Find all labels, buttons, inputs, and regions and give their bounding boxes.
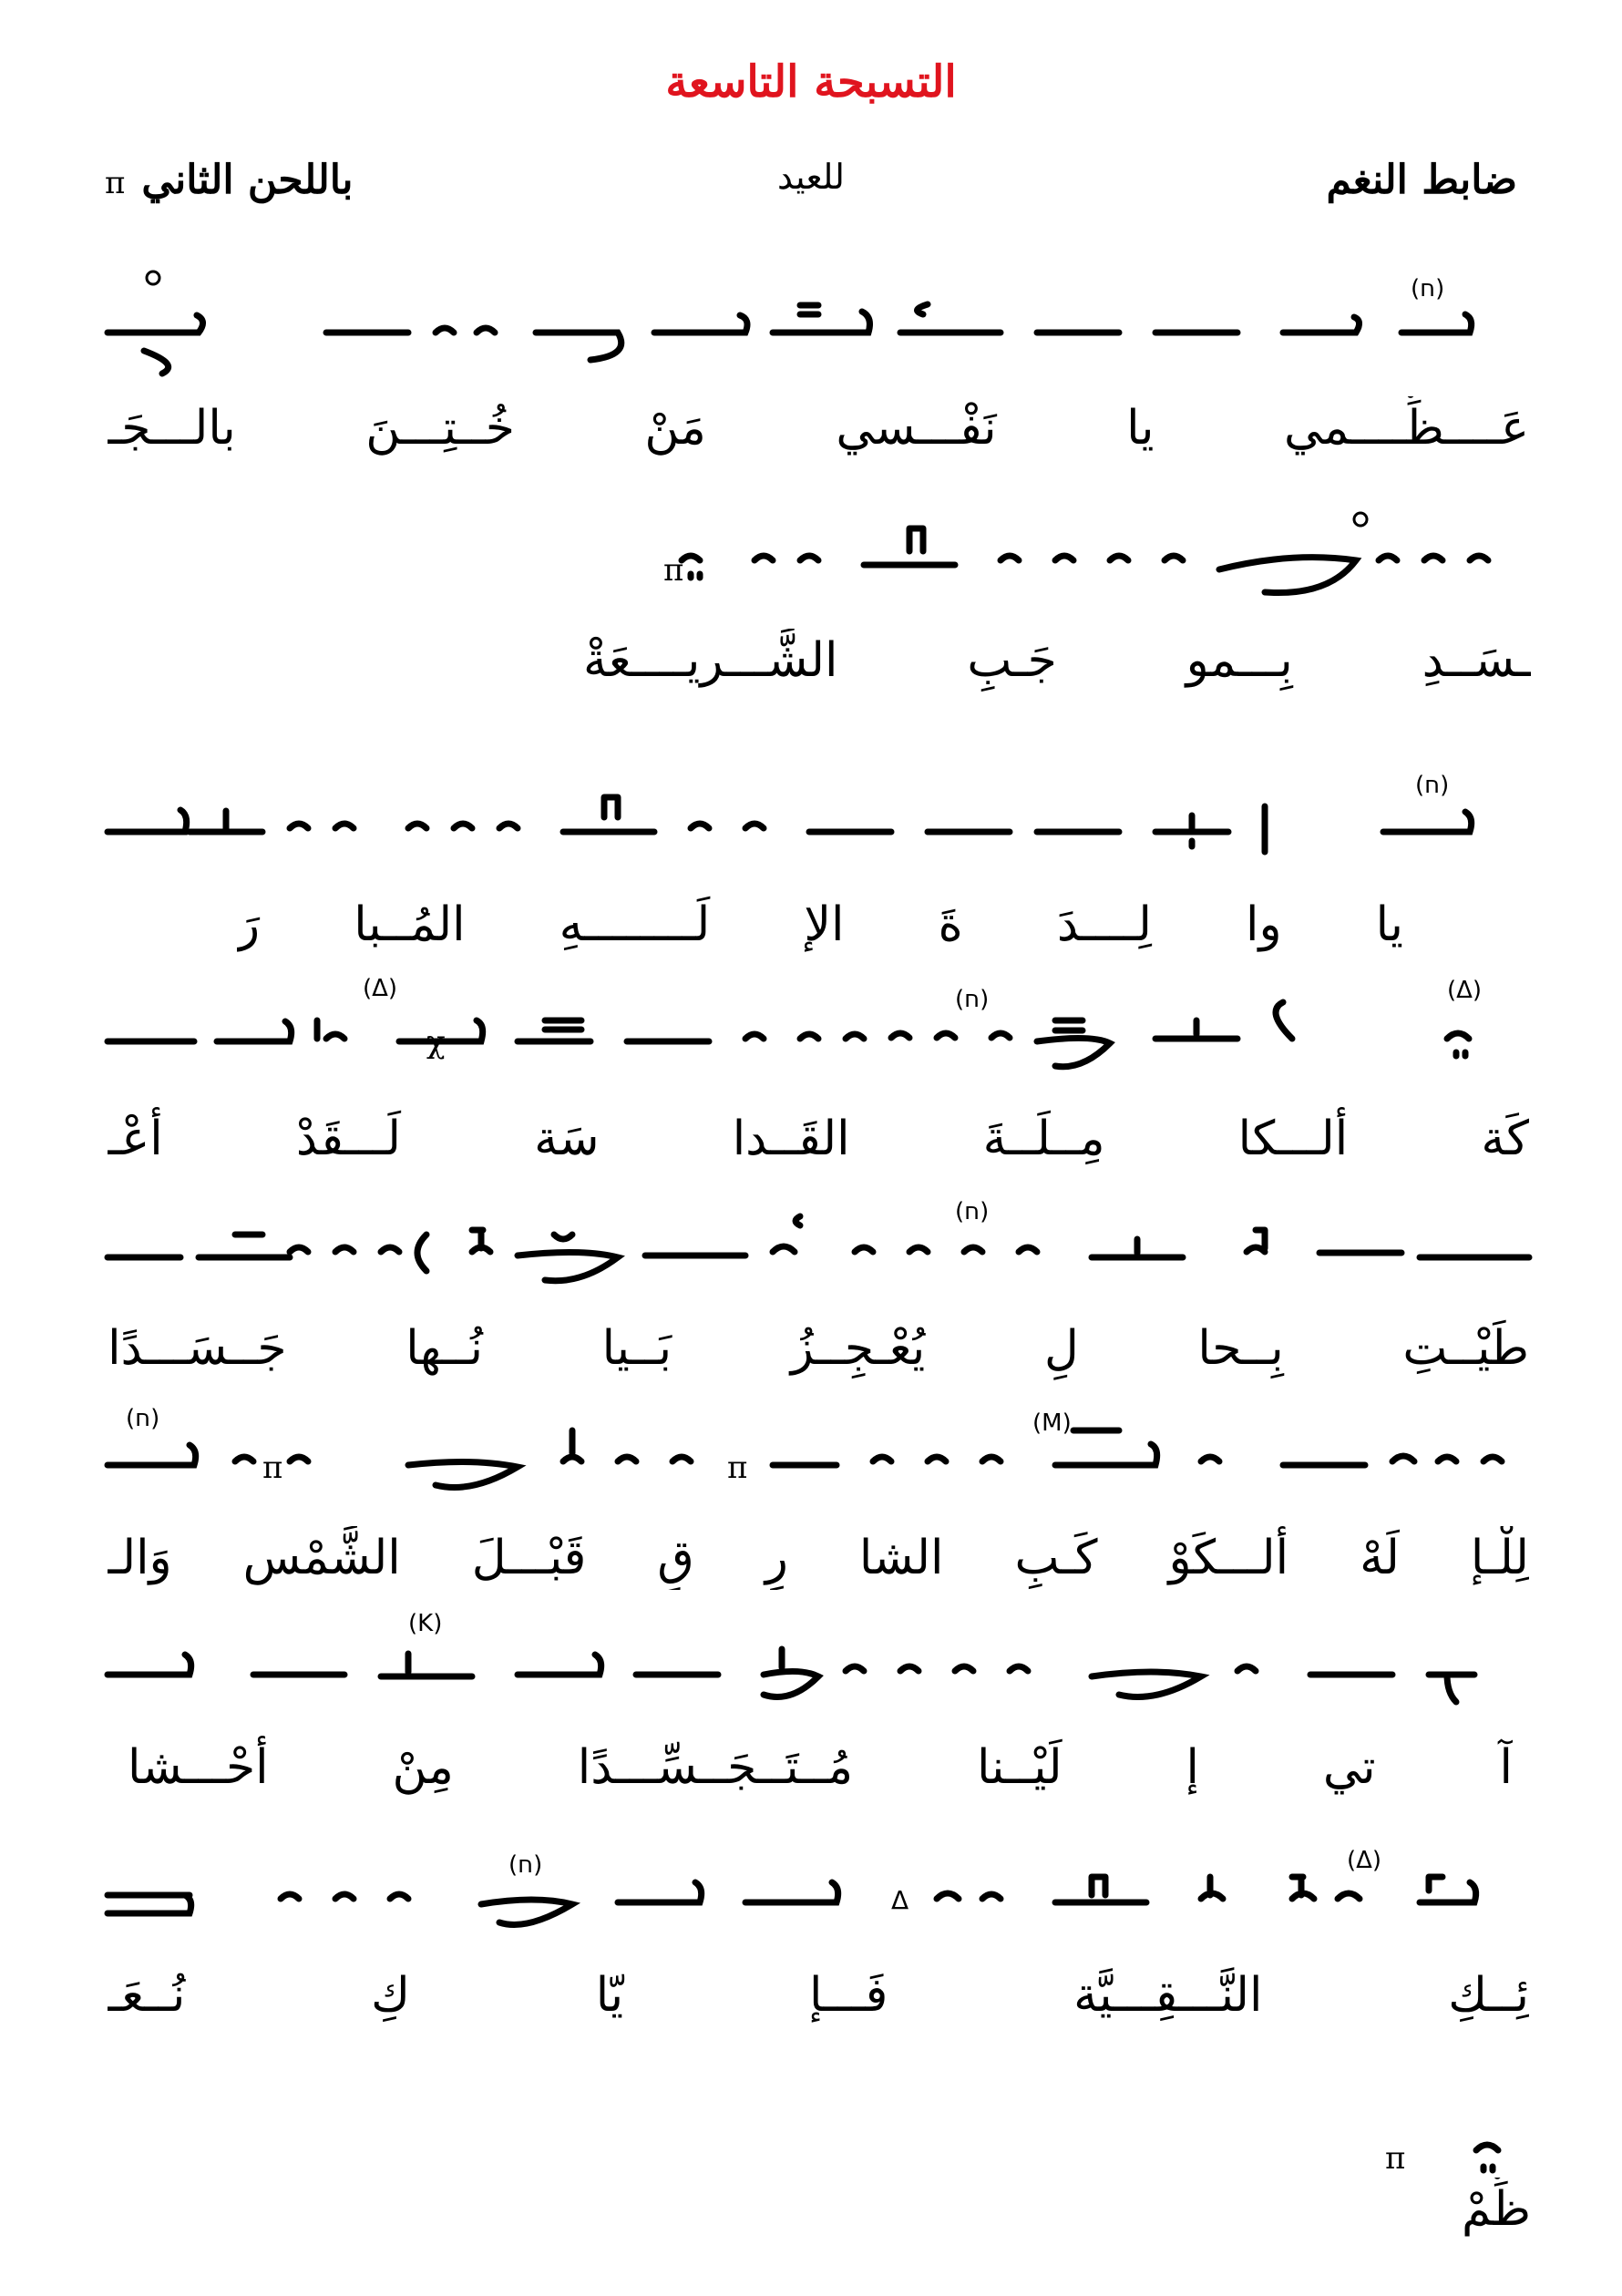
lyric-line-1: [108, 396, 1529, 460]
lyric-syllable: أَلـــكَوْ: [1168, 1531, 1289, 1585]
lyric-syllable: القَــدا: [732, 1112, 850, 1166]
neume-row-3: [108, 761, 1529, 879]
lyric-syllable: النَّـــقِـــيَّة: [1073, 1968, 1263, 2023]
lyric-syllable: يُعْـجِــزُ: [790, 1321, 926, 1376]
lyric-line-4: [108, 1107, 1529, 1171]
header-occasion: للعيد: [777, 157, 845, 197]
modifier-delta-icon: (Δ): [1447, 977, 1483, 1004]
modifier-k-icon: (K): [408, 1610, 443, 1637]
lyric-syllable: جَـبِ: [967, 633, 1057, 688]
neume-row-4: [108, 970, 1529, 1089]
header-tone-name: [105, 157, 353, 203]
svg-text:(ח): (ח): [508, 1851, 543, 1879]
lyric-syllable: نُــعَـ: [108, 1968, 186, 2023]
lyric-syllable: قِ: [657, 1531, 694, 1585]
svg-text:π: π: [1385, 2140, 1406, 2177]
lyric-syllable: وَالـ: [108, 1531, 172, 1585]
lyric-syllable: عَــــظِّــــمي: [1284, 401, 1529, 456]
lyric-syllable: سَة: [534, 1112, 600, 1166]
lyric-syllable: الشَّمْس: [242, 1531, 401, 1585]
lyric-line-6: [108, 1526, 1529, 1590]
lyric-syllable: بَــيا: [601, 1321, 672, 1376]
lyric-syllable: بِـــمو: [1186, 633, 1293, 688]
lyric-syllable: أَلـــكا: [1237, 1112, 1349, 1166]
lyric-syllable: أَعْـ: [108, 1112, 163, 1166]
lyric-syllable: رَ: [237, 897, 261, 952]
neume-row-1: [108, 264, 1529, 383]
special-symbol-icon: χ: [426, 1024, 446, 1061]
header-tone-label: باللحن الثاني: [141, 157, 354, 203]
header-tone-regulator: ضابط النغم: [1326, 157, 1517, 203]
lyric-syllable: خُــتِـــنَ: [365, 401, 515, 456]
lyric-syllable: يّا: [595, 1968, 624, 2023]
lyric-syllable: الإ: [804, 897, 845, 952]
neume-row-2: [108, 497, 1529, 615]
svg-text:π: π: [727, 1450, 748, 1486]
lyric-syllable: يا: [1126, 401, 1155, 456]
svg-text:(ח): (ח): [126, 1405, 160, 1432]
lyric-syllable: ظِّمْ: [1462, 2182, 1531, 2237]
lyric-syllable: مُــتَــجَــسِّـــدًا: [577, 1740, 854, 1795]
neume-row-7: [108, 1604, 1529, 1722]
svg-text:(ח): (ח): [955, 1198, 990, 1225]
svg-text:Δ: Δ: [891, 1885, 909, 1915]
neume-row-6: [108, 1394, 1529, 1512]
lyric-line-2: [583, 629, 1531, 692]
lyric-line-9: [1349, 2178, 1531, 2241]
lyric-syllable: بالـــجَـ: [108, 401, 236, 456]
modifier-m-icon: (M): [1032, 1409, 1072, 1437]
svg-text:π: π: [262, 1450, 283, 1486]
lyric-syllable: وا: [1246, 897, 1282, 952]
lyric-syllable: كِ: [371, 1968, 410, 2023]
svg-text:(Δ): (Δ): [1347, 1847, 1382, 1874]
lyric-syllable: قَبْـــلَ: [471, 1531, 587, 1585]
lyric-syllable: جَــسَـــدًا: [108, 1321, 287, 1376]
modifier-het-icon: (ח): [1411, 275, 1445, 302]
lyric-syllable: مِــلَــةَ: [982, 1112, 1105, 1166]
lyric-syllable: إ: [1186, 1740, 1199, 1795]
lyric-syllable: أَحْـــشا: [128, 1740, 269, 1795]
lyric-syllable: لِــــدَ: [1056, 897, 1152, 952]
svg-text:(ח): (ח): [955, 986, 990, 1013]
lyric-syllable: يا: [1375, 897, 1403, 952]
lyric-line-5: [108, 1317, 1529, 1380]
lyric-syllable: مِنْ: [392, 1740, 454, 1795]
lyric-syllable: لَيْــنا: [977, 1740, 1063, 1795]
lyric-line-7: [128, 1736, 1513, 1799]
neume-row-5: [108, 1184, 1529, 1303]
lyric-line-8: [108, 1963, 1529, 2027]
tone-end-icon: π: [663, 552, 684, 589]
lyric-syllable: المُــبا: [354, 897, 466, 952]
lyric-syllable: ئِــكِ: [1448, 1968, 1529, 2023]
lyric-syllable: لَهْ: [1360, 1531, 1400, 1585]
lyric-syllable: لَــــــــهِ: [559, 897, 711, 952]
lyric-syllable: بِــحا: [1197, 1321, 1284, 1376]
lyric-syllable: الشا: [858, 1531, 944, 1585]
lyric-syllable: نَفْـــسي: [836, 401, 997, 456]
lyric-syllable: ةَ: [938, 897, 963, 952]
lyric-syllable: كَـبِ: [1014, 1531, 1098, 1585]
lyric-syllable: فَـــإ: [808, 1968, 888, 2023]
lyric-syllable: لِلْـإ: [1470, 1531, 1529, 1585]
lyric-syllable: طَيْــتِ: [1402, 1321, 1529, 1376]
lyric-syllable: كَة: [1481, 1112, 1529, 1166]
svg-text:(ח): (ח): [1415, 772, 1450, 799]
lyric-syllable: لٍ: [1043, 1321, 1079, 1376]
lyric-syllable: مَنْ: [644, 401, 706, 456]
svg-text:(Δ): (Δ): [363, 975, 398, 1002]
lyric-syllable: لَـــقَدْ: [295, 1112, 402, 1166]
lyric-syllable: تي: [1322, 1740, 1376, 1795]
neume-row-8: [108, 1831, 1529, 1950]
lyric-line-3: [237, 893, 1403, 957]
hymn-title: التسبحة التاسعة: [665, 56, 957, 108]
lyric-syllable: نُــها: [406, 1321, 483, 1376]
lyric-syllable: ـسَــدِ: [1422, 633, 1531, 688]
lyric-syllable: الشَّـــريــــعَةْ: [583, 633, 838, 688]
lyric-syllable: رِ: [765, 1531, 788, 1585]
tone-symbol-icon: π: [105, 165, 126, 201]
lyric-syllable: آ: [1499, 1740, 1513, 1795]
